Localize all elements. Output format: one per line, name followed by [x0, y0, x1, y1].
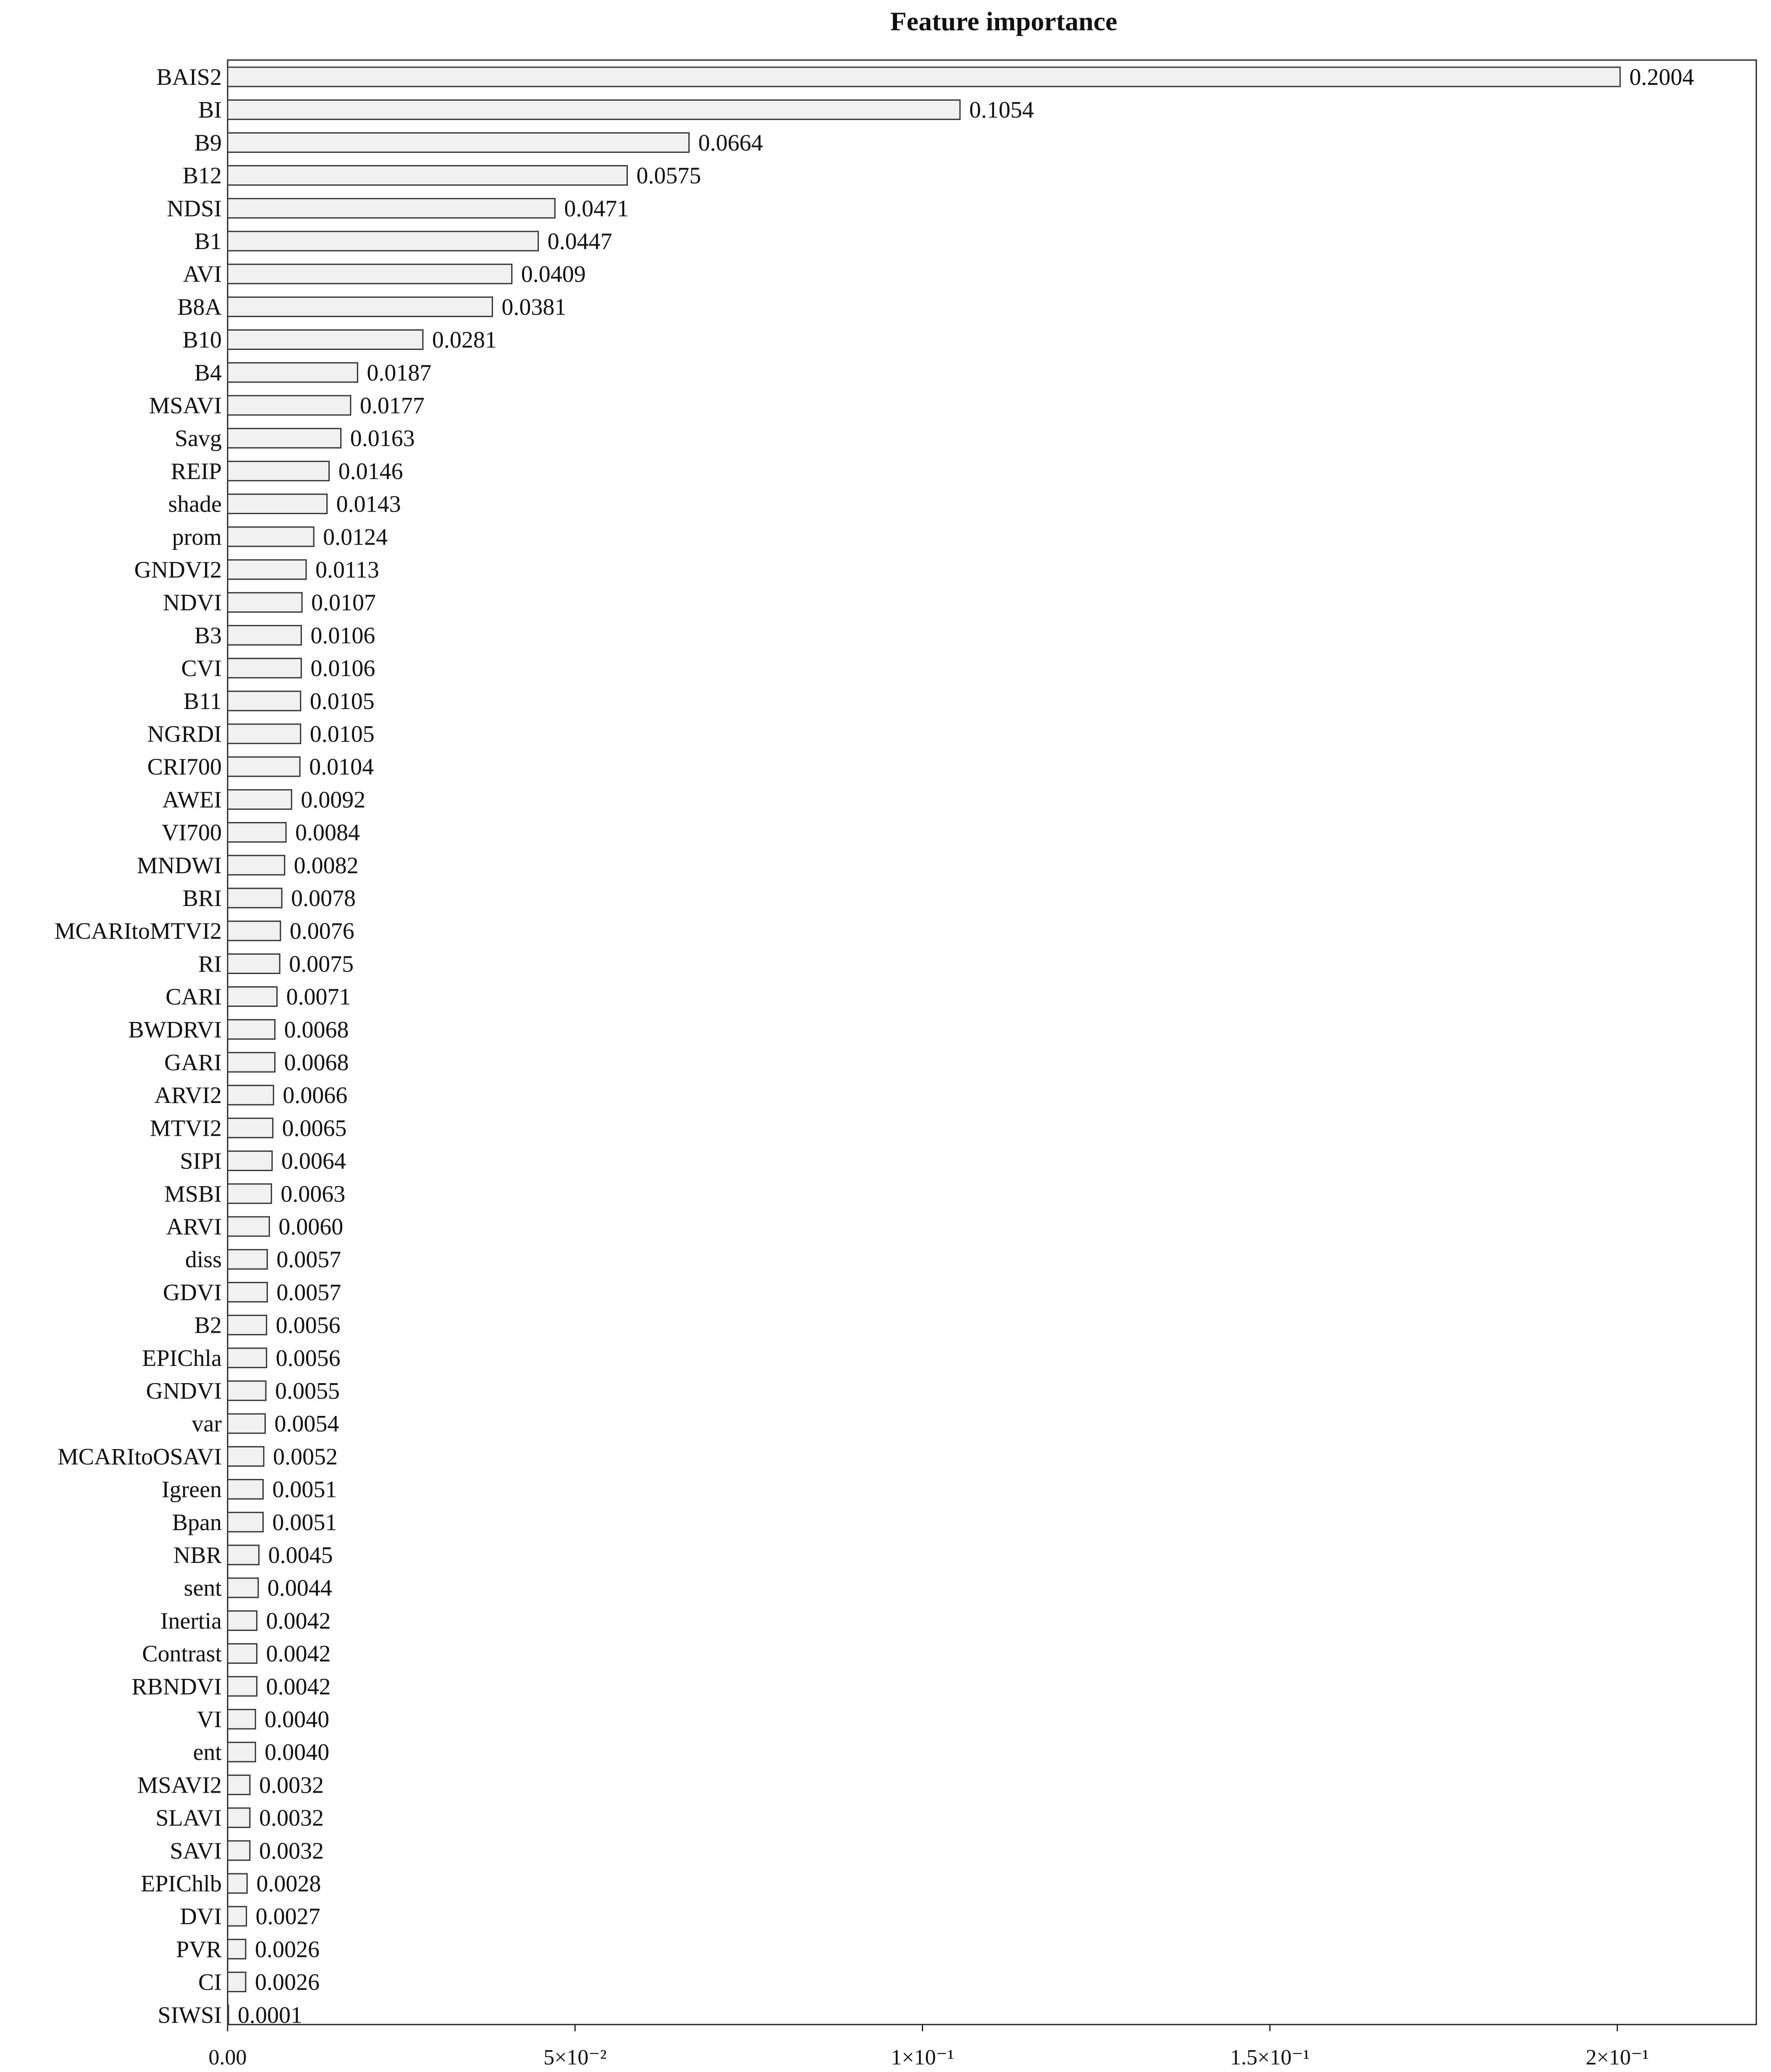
- bar-diss: [228, 1250, 267, 1269]
- value-label-cri700: 0.0104: [309, 754, 374, 780]
- category-label-epichlb: EPIChlb: [141, 1871, 222, 1897]
- bar-mcaritomtvi2: [228, 921, 281, 940]
- value-label-mcaritoosavi: 0.0052: [273, 1444, 338, 1470]
- category-label-slavi: SLAVI: [155, 1805, 222, 1831]
- x-tick-label: 1.5×10⁻¹: [1230, 2046, 1310, 2069]
- category-label-b1: B1: [194, 228, 222, 255]
- bars-layer: [228, 67, 1620, 2025]
- plot-frame: [228, 60, 1756, 2025]
- category-label-b11: B11: [183, 688, 222, 714]
- bar-savi: [228, 1841, 250, 1860]
- category-label-diss: diss: [185, 1247, 222, 1273]
- x-tick-label: 2×10⁻¹: [1585, 2046, 1649, 2069]
- value-label-ngrdi: 0.0105: [310, 721, 375, 747]
- category-label-b10: B10: [182, 327, 222, 353]
- category-label-b8a: B8A: [177, 294, 222, 320]
- value-label-bwdrvi: 0.0068: [284, 1016, 349, 1043]
- category-label-savg: Savg: [175, 425, 222, 452]
- category-label-mtvi2: MTVI2: [150, 1115, 222, 1142]
- bar-inertia: [228, 1611, 257, 1630]
- category-label-b12: B12: [182, 163, 222, 189]
- bar-sent: [228, 1578, 258, 1597]
- bar-arvi: [228, 1217, 269, 1236]
- bar-bpan: [228, 1513, 263, 1532]
- category-label-sipi: SIPI: [180, 1148, 222, 1174]
- bar-gndvi: [228, 1381, 266, 1400]
- category-label-bi: BI: [198, 97, 222, 123]
- category-label-epichla: EPIChla: [142, 1345, 222, 1371]
- value-label-b9: 0.0664: [698, 130, 763, 156]
- bar-ci: [228, 1972, 246, 1992]
- value-label-contrast: 0.0042: [266, 1641, 331, 1667]
- category-label-b9: B9: [194, 130, 222, 156]
- category-label-msavi2: MSAVI2: [137, 1772, 222, 1799]
- value-label-mcaritomtvi2: 0.0076: [289, 918, 354, 945]
- value-label-mndwi: 0.0082: [294, 852, 359, 879]
- bar-igreen: [228, 1480, 263, 1499]
- bar-b11: [228, 691, 301, 711]
- value-label-ri: 0.0075: [289, 951, 354, 977]
- value-label-gndvi2: 0.0113: [315, 557, 379, 583]
- value-label-vi: 0.0040: [265, 1707, 330, 1733]
- bar-ndvi: [228, 593, 302, 612]
- category-label-pvr: PVR: [176, 1936, 222, 1963]
- bar-ngrdi: [228, 724, 301, 743]
- bar-b12: [228, 166, 627, 185]
- value-label-rbndvi: 0.0042: [266, 1673, 331, 1700]
- value-label-ci: 0.0026: [255, 1969, 320, 1996]
- bar-awei: [228, 790, 291, 809]
- bar-epichla: [228, 1348, 267, 1368]
- bar-bwdrvi: [228, 1020, 275, 1039]
- category-label-gndvi: GNDVI: [146, 1378, 222, 1404]
- bar-b8a: [228, 297, 492, 316]
- category-label-ent: ent: [193, 1739, 222, 1766]
- bar-mndwi: [228, 856, 285, 875]
- bar-cvi: [228, 659, 301, 678]
- bar-vi: [228, 1710, 255, 1729]
- category-label-b2: B2: [194, 1312, 222, 1339]
- value-label-cari: 0.0071: [286, 984, 351, 1010]
- bar-cari: [228, 987, 277, 1006]
- category-label-igreen: Igreen: [161, 1476, 222, 1503]
- bar-prom: [228, 527, 314, 546]
- category-label-b4: B4: [194, 360, 222, 386]
- value-label-epichla: 0.0056: [275, 1345, 341, 1371]
- value-label-siwsi: 0.0001: [238, 2002, 302, 2028]
- value-label-inertia: 0.0042: [266, 1608, 331, 1634]
- value-label-vi700: 0.0084: [295, 819, 360, 846]
- value-label-arvi2: 0.0066: [283, 1082, 348, 1109]
- value-label-savi: 0.0032: [259, 1838, 324, 1864]
- value-label-gdvi: 0.0057: [276, 1279, 341, 1306]
- bar-ent: [228, 1742, 255, 1762]
- bar-dvi: [228, 1907, 247, 1926]
- category-label-arvi: ARVI: [166, 1214, 222, 1240]
- category-label-rbndvi: RBNDVI: [131, 1673, 222, 1700]
- bar-sipi: [228, 1151, 272, 1171]
- category-label-avi: AVI: [183, 261, 222, 288]
- category-label-cri700: CRI700: [147, 754, 222, 780]
- x-axis-ticks: [209, 2025, 1649, 2069]
- bar-b10: [228, 330, 423, 349]
- value-label-bais2: 0.2004: [1629, 64, 1694, 90]
- value-label-bpan: 0.0051: [272, 1509, 337, 1536]
- bar-arvi2: [228, 1085, 273, 1105]
- value-label-avi: 0.0409: [521, 261, 586, 288]
- category-label-ndsi: NDSI: [167, 195, 222, 222]
- category-label-reip: REIP: [171, 458, 222, 485]
- bar-avi: [228, 264, 512, 284]
- category-label-mcaritomtvi2: MCARItoMTVI2: [54, 918, 222, 945]
- value-label-diss: 0.0057: [276, 1247, 341, 1273]
- value-label-msbi: 0.0063: [281, 1181, 346, 1207]
- category-label-inertia: Inertia: [160, 1608, 222, 1634]
- category-label-ri: RI: [198, 951, 222, 977]
- value-label-ent: 0.0040: [265, 1739, 330, 1766]
- bar-var: [228, 1414, 265, 1433]
- value-label-ndsi: 0.0471: [564, 195, 629, 222]
- value-label-bri: 0.0078: [291, 885, 356, 911]
- category-label-siwsi: SIWSI: [157, 2002, 222, 2028]
- value-labels: [238, 64, 1694, 2028]
- value-label-igreen: 0.0051: [272, 1476, 337, 1503]
- category-label-nbr: NBR: [173, 1542, 222, 1568]
- bar-msavi: [228, 396, 351, 415]
- value-label-msavi: 0.0177: [359, 393, 425, 419]
- bar-b1: [228, 231, 538, 251]
- category-label-b3: B3: [194, 622, 222, 649]
- bar-savg: [228, 428, 341, 448]
- category-label-bpan: Bpan: [172, 1509, 222, 1536]
- x-tick-label: 1×10⁻¹: [891, 2046, 954, 2069]
- bar-pvr: [228, 1939, 246, 1959]
- value-label-dvi: 0.0027: [255, 1904, 320, 1930]
- value-label-savg: 0.0163: [350, 425, 415, 452]
- category-label-prom: prom: [172, 524, 222, 550]
- bar-b9: [228, 133, 689, 152]
- category-label-mcaritoosavi: MCARItoOSAVI: [57, 1444, 222, 1470]
- category-label-gndvi2: GNDVI2: [134, 557, 222, 583]
- value-label-ndvi: 0.0107: [311, 590, 376, 616]
- chart-title: Feature importance: [890, 6, 1118, 36]
- x-tick-label: 0.00: [208, 2046, 247, 2069]
- category-label-mndwi: MNDWI: [136, 852, 222, 879]
- category-label-bwdrvi: BWDRVI: [128, 1016, 222, 1043]
- category-label-ci: CI: [198, 1969, 222, 1996]
- value-label-reip: 0.0146: [338, 458, 403, 485]
- value-label-b11: 0.0105: [310, 688, 375, 714]
- category-label-contrast: Contrast: [142, 1641, 222, 1667]
- value-label-arvi: 0.0060: [278, 1214, 344, 1240]
- x-tick-label: 5×10⁻²: [543, 2046, 607, 2069]
- category-label-ngrdi: NGRDI: [147, 721, 222, 747]
- category-label-gari: GARI: [164, 1050, 222, 1076]
- value-label-var: 0.0054: [274, 1411, 339, 1437]
- value-label-mtvi2: 0.0065: [282, 1115, 347, 1142]
- value-label-shade: 0.0143: [336, 491, 401, 517]
- value-label-awei: 0.0092: [301, 787, 366, 813]
- bar-gari: [228, 1053, 275, 1072]
- bar-cri700: [228, 757, 300, 776]
- category-label-vi: VI: [197, 1707, 222, 1733]
- bar-msavi2: [228, 1775, 250, 1794]
- category-label-cvi: CVI: [181, 655, 222, 682]
- bar-contrast: [228, 1644, 257, 1663]
- category-label-bri: BRI: [182, 885, 222, 911]
- bar-b2: [228, 1316, 267, 1335]
- category-label-sent: sent: [184, 1575, 222, 1602]
- value-label-b1: 0.0447: [547, 228, 612, 255]
- value-label-msavi2: 0.0032: [259, 1772, 324, 1799]
- category-label-vi700: VI700: [161, 819, 222, 846]
- bar-mtvi2: [228, 1118, 273, 1137]
- bar-rbndvi: [228, 1677, 257, 1696]
- bar-b3: [228, 625, 301, 645]
- bar-vi700: [228, 823, 286, 842]
- value-label-b2: 0.0056: [275, 1312, 341, 1339]
- value-label-sent: 0.0044: [267, 1575, 332, 1602]
- bar-bri: [228, 888, 282, 908]
- category-label-shade: shade: [168, 491, 222, 517]
- category-label-ndvi: NDVI: [163, 590, 222, 616]
- value-label-b10: 0.0281: [432, 327, 497, 353]
- value-label-gndvi: 0.0055: [275, 1378, 340, 1404]
- category-label-msavi: MSAVI: [149, 393, 222, 419]
- value-label-slavi: 0.0032: [259, 1805, 324, 1831]
- bar-msbi: [228, 1184, 271, 1203]
- category-label-gdvi: GDVI: [163, 1279, 222, 1306]
- category-label-cari: CARI: [165, 984, 222, 1010]
- category-label-bais2: BAIS2: [156, 64, 222, 90]
- bar-gndvi2: [228, 560, 306, 579]
- value-label-b8a: 0.0381: [501, 294, 567, 320]
- value-label-epichlb: 0.0028: [256, 1871, 321, 1897]
- category-label-msbi: MSBI: [164, 1181, 222, 1207]
- bar-ri: [228, 954, 280, 973]
- value-label-gari: 0.0068: [284, 1050, 349, 1076]
- bar-bi: [228, 100, 960, 119]
- category-labels: [55, 64, 222, 2028]
- value-label-prom: 0.0124: [323, 524, 388, 550]
- value-label-bi: 0.1054: [969, 97, 1034, 123]
- value-label-cvi: 0.0106: [310, 655, 375, 682]
- value-label-b3: 0.0106: [310, 622, 375, 649]
- category-label-awei: AWEI: [162, 787, 222, 813]
- category-label-arvi2: ARVI2: [154, 1082, 222, 1109]
- value-label-pvr: 0.0026: [255, 1936, 320, 1963]
- bar-bais2: [228, 67, 1620, 87]
- category-label-savi: SAVI: [170, 1838, 222, 1864]
- category-label-var: var: [192, 1411, 222, 1437]
- value-label-sipi: 0.0064: [281, 1148, 346, 1174]
- bar-mcaritoosavi: [228, 1447, 264, 1466]
- bar-ndsi: [228, 199, 555, 218]
- bar-shade: [228, 494, 327, 514]
- bar-nbr: [228, 1545, 259, 1565]
- bar-slavi: [228, 1808, 250, 1828]
- bar-epichlb: [228, 1874, 247, 1893]
- value-label-b12: 0.0575: [636, 163, 701, 189]
- category-label-dvi: DVI: [180, 1904, 222, 1930]
- bar-gdvi: [228, 1282, 267, 1302]
- value-label-b4: 0.0187: [367, 360, 432, 386]
- bar-reip: [228, 461, 329, 481]
- value-label-nbr: 0.0045: [268, 1542, 333, 1568]
- bar-b4: [228, 363, 357, 382]
